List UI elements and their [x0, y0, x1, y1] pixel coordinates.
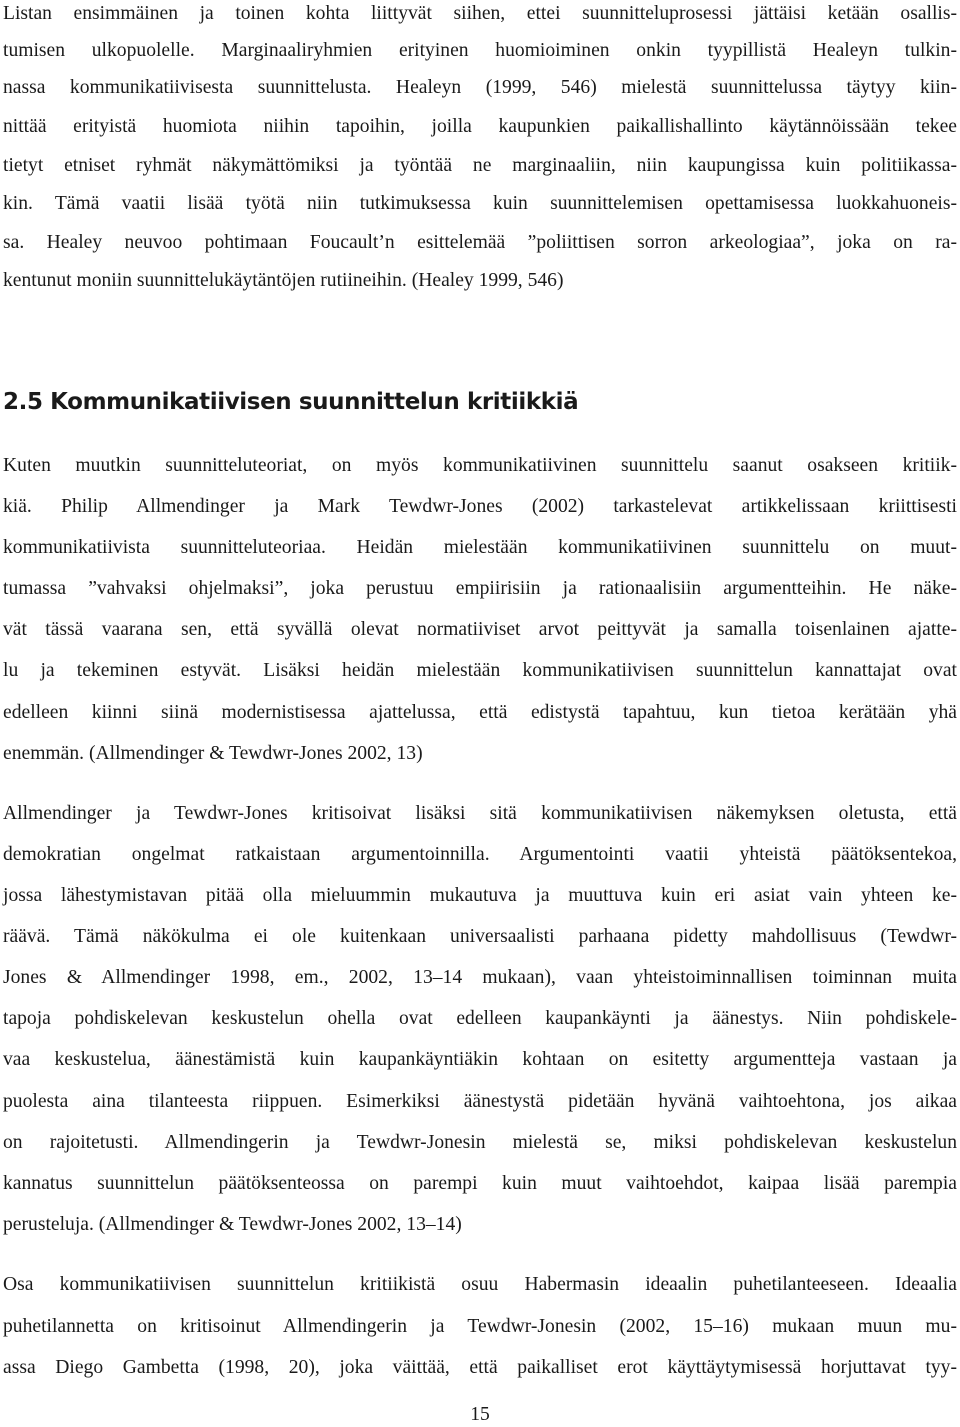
paragraph-line: tietyt etniset ryhmät näkymättömiksi ja työntää ne marginaaliin, niin kaupungissa kuin politiikassa- [3, 155, 957, 176]
paragraph-line: edelleen kiinni siinä modernistisessa ajattelussa, että edistystä tapahtuu, kun tietoa kerätään yhä [3, 702, 957, 723]
paragraph-line: jossa lähestymistavan pitää olla mieluummin mukautuva ja muuttuva kuin eri asiat vain yhteen ke- [3, 885, 957, 906]
paragraph-line: Allmendinger ja Tewdwr-Jones kritisoivat lisäksi sitä kommunikatiivisen näkemyksen oletusta, että [3, 803, 957, 824]
section-heading: 2.5 Kommunikatiivisen suunnittelun kritiikkiä [3, 389, 579, 415]
paragraph-line: on rajoitetusti. Allmendingerin ja Tewdwr-Jonesin mielestä se, miksi pohdiskelevan keskustelun [3, 1132, 957, 1153]
paragraph-line: sa. Healey neuvoo pohtimaan Foucault’n esittelemää ”poliittisen sorron arkeologiaa”, joka on ra- [3, 232, 957, 253]
paragraph-line: puhetilannetta on kritisoinut Allmendingerin ja Tewdwr-Jonesin (2002, 15–16) mukaan muun mu- [3, 1316, 957, 1337]
paragraph-line: räävä. Tämä näkökulma ei ole kuitenkaan universaalisti parhaana pidetty mahdollisuus (Tewdwr- [3, 926, 957, 947]
paragraph-line: tumassa ”vahvaksi ohjelmaksi”, joka perustuu empiirisiin ja rationaalisiin argumentteihin. He näke- [3, 578, 957, 599]
paragraph-line: assa Diego Gambetta (1998, 20), joka väittää, että paikalliset erot käyttäytymisessä horjuttavat tyy- [3, 1357, 957, 1378]
paragraph-line: enemmän. (Allmendinger & Tewdwr-Jones 2002, 13) [3, 743, 423, 764]
paragraph-line: kannatus suunnittelun päätöksenteossa on parempi kuin muut vaihtoehdot, kaipaa lisää parempia [3, 1173, 957, 1194]
paragraph-line: vaa keskustelua, äänestämistä kuin kaupankäyntiäkin kohtaan on esitetty argumentteja vastaan ja [3, 1049, 957, 1070]
paragraph-line: tumisen ulkopuolelle. Marginaaliryhmien erityinen huomioiminen onkin tyypillistä Healeyn tulkin- [3, 40, 957, 61]
paragraph-line: puolesta aina tilanteesta riippuen. Esimerkiksi äänestystä pidetään hyvänä vaihtoehtona, jos aikaa [3, 1091, 957, 1112]
paragraph-line: kin. Tämä vaatii lisää työtä niin tutkimuksessa kuin suunnittelemisen opettamisessa luokkahuoneis- [3, 193, 957, 214]
paragraph-line: nittää erityistä huomiota niihin tapoihin, joilla kaupunkien paikallishallinto käytännöissään tekee [3, 116, 957, 137]
paragraph-line: demokratian ongelmat ratkaistaan argumentoinnilla. Argumentointi vaatii yhteistä päätöksentekoa, [3, 844, 957, 865]
paragraph-line: kiä. Philip Allmendinger ja Mark Tewdwr-Jones (2002) tarkastelevat artikkelissaan kriittisesti [3, 496, 957, 517]
paragraph-line: Osa kommunikatiivisen suunnittelun kritiikistä osuu Habermasin ideaalin puhetilanteeseen. Ideaalia [3, 1274, 957, 1295]
paragraph-line: kentunut moniin suunnittelukäytäntöjen rutiineihin. (Healey 1999, 546) [3, 270, 564, 291]
paragraph-line: Jones & Allmendinger 1998, em., 2002, 13–14 mukaan), vaan yhteistoiminnallisen toiminnan muita [3, 967, 957, 988]
page-number: 15 [470, 1404, 490, 1425]
paragraph-line: perusteluja. (Allmendinger & Tewdwr-Jones 2002, 13–14) [3, 1214, 462, 1235]
paragraph-line: vät tässä vaarana sen, että syvällä olevat normatiiviset arvot peittyvät ja samalla toisenlainen ajatte- [3, 619, 957, 640]
paragraph-line: Kuten muutkin suunnitteluteoriat, on myös kommunikatiivinen suunnittelu saanut osakseen kritiik- [3, 455, 957, 476]
paragraph-line: kommunikatiivista suunnitteluteoriaa. Heidän mielestään kommunikatiivinen suunnittelu on muut- [3, 537, 957, 558]
paragraph-line: lu ja tekeminen estyvät. Lisäksi heidän mielestään kommunikatiivisen suunnittelun kannattajat ovat [3, 660, 957, 681]
paragraph-line: nassa kommunikatiivisesta suunnittelusta. Healeyn (1999, 546) mielestä suunnittelussa täytyy kiin- [3, 77, 957, 98]
paragraph-line: Listan ensimmäinen ja toinen kohta liittyvät siihen, ettei suunnitteluprosessi jättäisi ketään osallis- [3, 3, 957, 24]
paragraph-line: tapoja pohdiskelevan keskustelun ohella ovat edelleen kaupankäynti ja äänestys. Niin pohdiskele- [3, 1008, 957, 1029]
